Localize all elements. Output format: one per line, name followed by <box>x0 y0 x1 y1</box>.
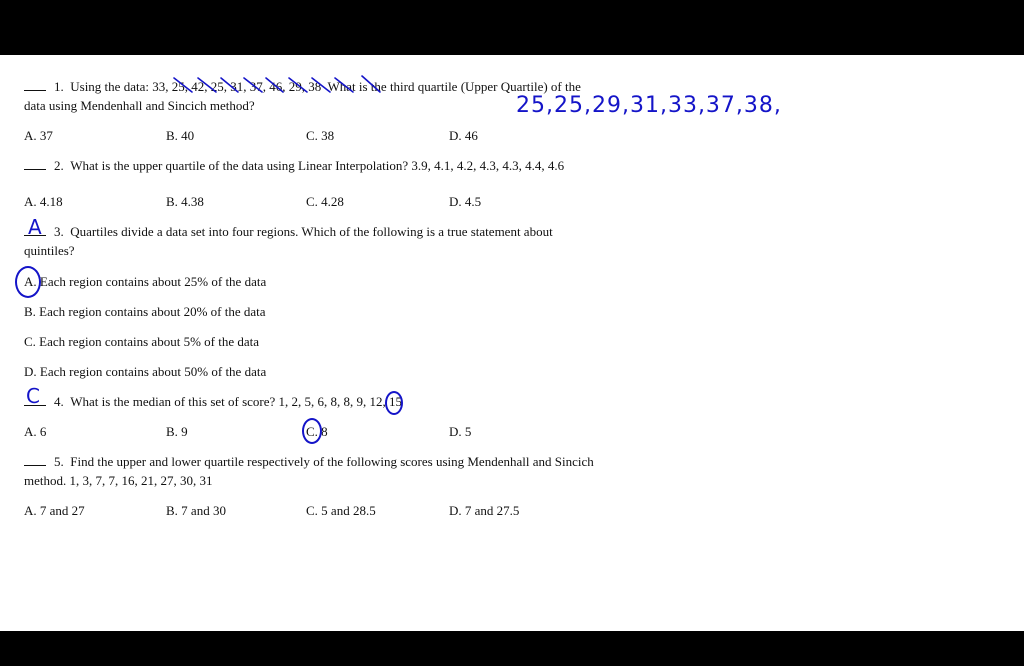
q3-option-b: B. Each region contains about 20% of the data <box>24 304 266 319</box>
question-4-number: 4. <box>54 394 64 409</box>
question-5-prompt: Find the upper and lower quartile respectively of the following scores using Mendenhall and Sincich <box>70 454 594 469</box>
q4-answer-mark: C <box>26 384 40 408</box>
question-5-number: 5. <box>54 454 64 469</box>
question-3-prompt: Quartiles divide a data set into four regions. Which of the following is a true statement about <box>70 224 553 239</box>
answer-blank-4 <box>24 395 46 406</box>
question-1-prompt-end: What is the third quartile (Upper Quartile) of the <box>327 79 581 94</box>
q4-option-b: B. 9 <box>166 424 188 439</box>
q5-option-c: C. 5 and 28.5 <box>306 503 376 518</box>
q1-option-a: A. 37 <box>24 128 53 143</box>
question-2-line1 <box>24 158 564 173</box>
q4-option-c-circle <box>302 418 322 444</box>
question-1-prompt-start: Using the data: <box>70 79 149 94</box>
q4-option-a: A. 6 <box>24 424 47 439</box>
q5-option-b: B. 7 and 30 <box>166 503 226 518</box>
question-3-number: 3. <box>54 224 64 239</box>
q3-option-a: A. Each region contains about 25% of the data <box>24 274 267 289</box>
question-1-line2: data using Mendenhall and Sincich method? <box>24 98 255 113</box>
q2-option-d: D. 4.5 <box>449 194 482 209</box>
question-5-line1 <box>24 454 594 469</box>
question-4-line1 <box>24 394 402 409</box>
worksheet-page <box>0 55 1024 631</box>
handwritten-sorted-data: 25,25,29,31,33,37,38, <box>516 93 782 118</box>
question-1-number: 1. <box>54 79 64 94</box>
question-5-line2: method. 1, 3, 7, 7, 16, 21, 27, 30, 31 <box>24 473 213 488</box>
q2-option-a: A. 4.18 <box>24 194 63 209</box>
q4-option-d: D. 5 <box>449 424 472 439</box>
question-3-line1 <box>24 224 553 239</box>
q5-option-d: D. 7 and 27.5 <box>449 503 520 518</box>
q3-option-d: D. Each region contains about 50% of the data <box>24 364 267 379</box>
q3-option-c: C. Each region contains about 5% of the data <box>24 334 260 349</box>
question-2-prompt: What is the upper quartile of the data using Linear Interpolation? 3.9, 4.1, 4.2, 4.3, 4.3, 4.4, 4.6 <box>70 158 565 173</box>
question-3-line2: quintiles? <box>24 243 75 258</box>
question-1-crossed-data: 33, 25, 42, 25, 31, 37, 46, 29, 38 <box>152 79 322 94</box>
q4-median-circle <box>385 391 403 415</box>
q1-option-c: C. 38 <box>306 128 335 143</box>
q1-option-d: D. 46 <box>449 128 478 143</box>
q3-answer-mark: A <box>28 215 42 239</box>
q2-option-b: B. 4.38 <box>166 194 204 209</box>
question-2-number: 2. <box>54 158 64 173</box>
question-4-prompt: What is the median of this set of score? 1, 2, 5, 6, 8, 8, 9, 12, 15 <box>70 394 403 409</box>
q4-option-c: C. 8 <box>306 424 328 439</box>
q2-option-c: C. 4.28 <box>306 194 344 209</box>
question-1-line1 <box>24 79 581 94</box>
q5-option-a: A. 7 and 27 <box>24 503 85 518</box>
answer-blank-3 <box>24 225 46 236</box>
answer-blank-2 <box>24 159 46 170</box>
answer-blank-5 <box>24 455 46 466</box>
q3-option-a-circle <box>15 266 41 298</box>
q1-option-b: B. 40 <box>166 128 195 143</box>
answer-blank-1 <box>24 80 46 91</box>
